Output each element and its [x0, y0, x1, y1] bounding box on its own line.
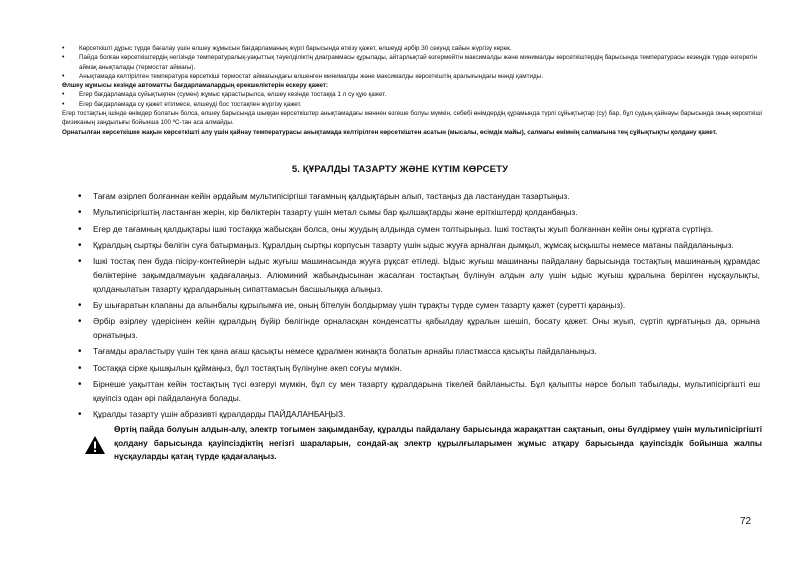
list-item: • Бірнеше уақыттан кейін тостақтың түсі өзгеруі мүмкін, бұл су мен тазарту құралдарына тікелей байланысты. Бұл қалыпты нәрсе болып табылады, мультипісіргішті еш қауіпсіз одан әрі пайдалануға болады.	[78, 378, 760, 406]
list-item: • Тағам әзірлеп болғаннан кейін әрдайым мультипісіргіші тағамның қалдықтарын алып, тастаңыз да ластанудан тазартыңыз.	[78, 190, 760, 204]
list-item: • Тостаққа сірке қышқылын құймаңыз, бұл тостақтың бүлінуіне әкеп соғуы мүмкін.	[78, 362, 760, 376]
cleaning-bullets	[78, 190, 760, 422]
section-title: 5. ҚҰРАЛДЫ ТАЗАРТУ ЖӘНЕ КҮТІМ КӨРСЕТУ	[291, 164, 509, 175]
list-item: • Егер бағдарламада су қажет етілмесе, өлшеуді бос тостақпен жүргізу қажет.	[62, 100, 762, 109]
program-bullets	[62, 90, 762, 109]
list-item: • Мультипісіргіштің ластанған жерін, кір бөліктерін тазарту үшін метал сымы бар қылшақтарды және еріткіштерді қолданбаңыз.	[78, 206, 760, 220]
list-item: • Пайда болған көрсеткіштердің негізінде температуралық-уақыттық тәуелділіктің диаграммасы құрылады, айтарлықтай өзгермейтін максималды және минималды көрсеткіштердің барысында температурасы кезеңдік түрде өзгеретін аймақ анықталады (термостат аймағы).	[62, 53, 762, 72]
measurement-notes	[62, 44, 762, 137]
list-item: • Ішкі тостақ пен буда пісіру-контейнерін ыдыс жуғыш машинасында жууға рұқсат етіледі. Ыдыс жуғыш машинаны пайдалану барысында тостақтың машинаның құрамдас бөліктеріне зақымдалмауын қадағалаңыз. Алюминий жабындысынан жасалған тостақтың бүлінуін алдын алу үшін ыдыс жуғыш құралына берілген нұсқаулықты, қолданылатын тазарту құралдарының сипаттамасын басшылыққа алыңыз.	[78, 255, 760, 296]
list-item: • Құралды тазарту үшін абразивті құралдарды ПАЙДАЛАНБАҢЫЗ.	[78, 408, 760, 422]
warning-text: Өртің пайда болуын алдын-алу, электр тогымен зақымданбау, құралды пайдалану барысында жарақаттан сақтанып, оны бүлдірмеу үшін мультипісіргішті қолдану барысында қауіпсіздіктің негізгі шараларын, сондай-ақ электр құрылғыларымен жұмыс атқару барысында қауіпсіздік бойынша жалпы нұсқауларды қатаң түрде қадағалаңыз.	[114, 424, 762, 462]
list-item: • Егер де тағамның қалдықтары ішкі тостаққа жабысқан болса, оны жуудың алдында сумен толтырыңыз. Ішкі тостақты жуып болғаннан кейін оны құрғата сүртіңіз.	[78, 223, 760, 237]
cleaning-instructions	[78, 190, 760, 424]
measurement-paragraph: Егер тостақтың ішінде өнімдер болатын болса, өлшеу барысында шыққан көрсеткіштер анықтамадағы мәннен өзгеше болуы мүмкін, себебі өнімдердің құрамында түрлі сұйықтықтар (су) бар, бұл судың қайнауы барысында оның көрсеткіші физиканың заңдылығы бойынша 100 ºС-тан аса алмайды.	[62, 110, 762, 127]
list-item: • Көрсеткішті дұрыс түрде бағалау үшін өлшеу жұмысын бағдарламаның жүргі барысында өткізу қажет, өлшеуді әрбір 30 секунд сайын жүргізу керек.	[62, 44, 762, 53]
list-item: • Анықтамада келтірілген температура көрсеткіші термостат аймағындағы өлшенген минималды және максималды көрсеткіштің аралығындағы мәнді қамтиды.	[62, 72, 762, 81]
list-item: • Әрбір әзірлеу үдерісінен кейін құралдың бүйір бөлігінде орналасқан конденсатты қабылдау құралын шешіп, босату қажет. Оны жуып, сүртіп құрғатыңыз да, орнына орнатыңыз.	[78, 315, 760, 343]
measurement-bold-paragraph: Орнатылған көрсеткішке жақын көрсеткішті алу үшін қайнау температурасы анықтамада келтірілген көрсеткіштен асатын (мысалы, өсімдік майы), салмағы өнімнің салмағына тең сұйықтықты қолдану қажет.	[62, 128, 717, 136]
measurement-heading: Өлшеу жұмысы кезінде автоматты бағдарламалардың ерекшеліктерін ескеру қажет:	[62, 82, 328, 90]
page-number: 72	[740, 516, 752, 527]
warning-triangle-icon	[84, 435, 106, 455]
list-item: • Бу шығаратын клапаны да алынбалы құрылымға ие, оның бітелуін болдырмау үшін тұрақты түрде сумен тазарту қажет (суретті қараңыз).	[78, 299, 760, 313]
list-item: • Егер бағдарламада суйықтықпен (сумен) жұмыс қарастырылса, өлшеу кезінде тостаққа 1 л су құю қажет.	[62, 90, 762, 99]
list-item: • Құралдың сыртқы бөлігін суға батырмаңыз. Құралдың сыртқы корпусын тазарту үшін ыдыс жууға арналған дымқыл, жұмсақ ысқышты немесе матаны пайдаланыңыз.	[78, 239, 760, 253]
list-item: • Тағамды араластыру үшін тек қана ағаш қасықты немесе құралмен жинақта болатын арнайы пластмасса қасықты пайдаланыңыз.	[78, 345, 760, 359]
measurement-bullets	[62, 44, 762, 81]
